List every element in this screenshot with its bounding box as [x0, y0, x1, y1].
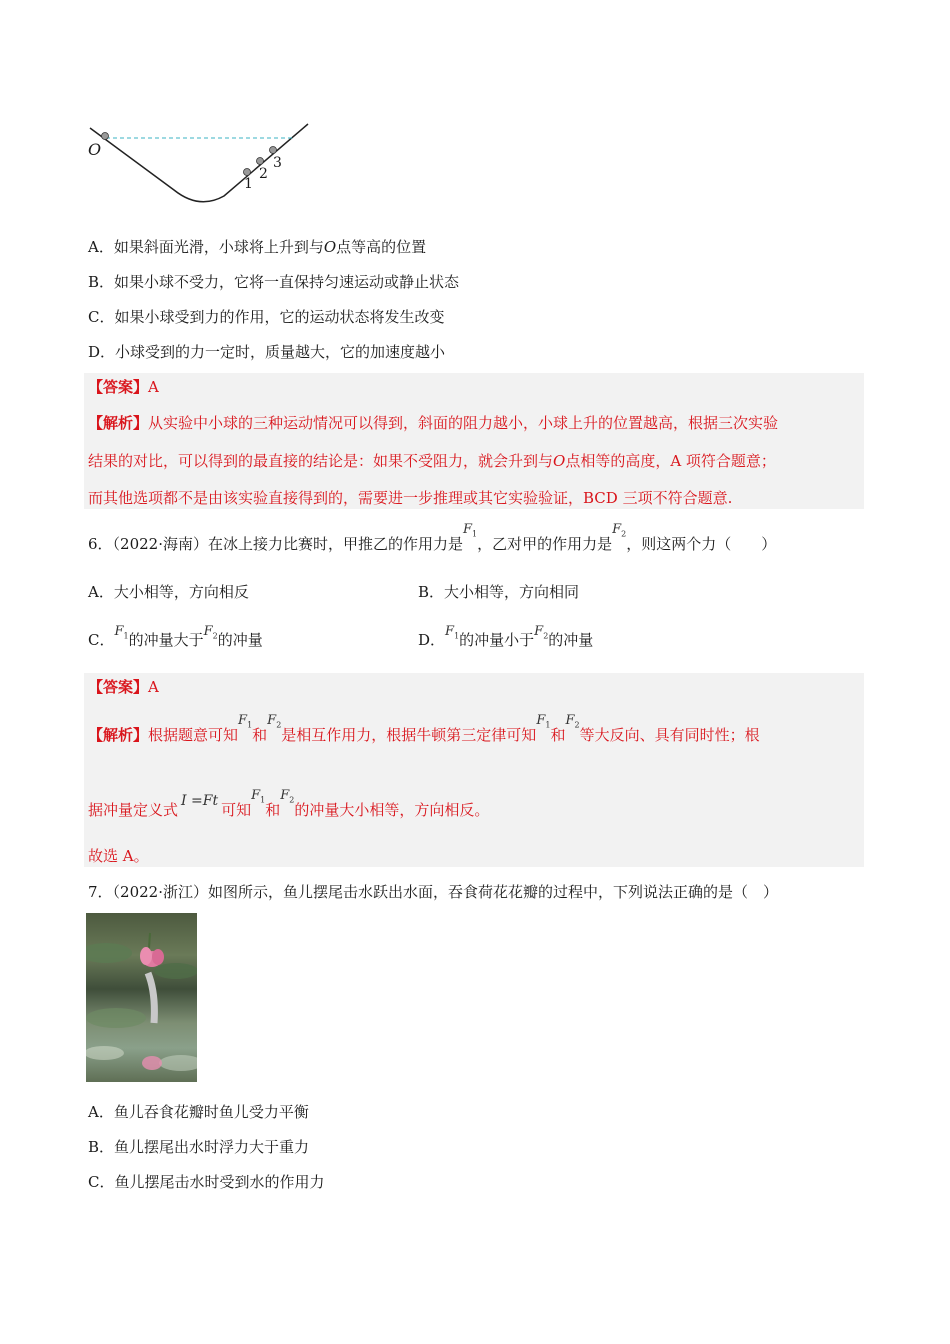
- q6-analysis-f1-b: $F_1$: [536, 713, 551, 730]
- q6-analysis-f1-c: $F_1$: [251, 788, 266, 805]
- q5-analysis-text1: 从实验中小球的三种运动情况可以得到，斜面的阻力越小，小球上升的位置越高，根据三次实验: [148, 414, 779, 432]
- q6-answer-box: [84, 673, 864, 867]
- q6-stem: [88, 522, 777, 561]
- q6-analysis-l2-p1: 据冲量定义式: [88, 801, 179, 819]
- q6-option-d: [418, 624, 594, 657]
- q6-analysis-and-a: 和: [252, 726, 268, 744]
- incline-figure: [84, 118, 324, 218]
- q6-option-d-mid: 的冲量小于: [459, 631, 535, 649]
- q5-analysis-line3: 而其他选项都不是由该实验直接得到的，需要进一步推理或其它实验验证，BCD 三项不符合题意.: [88, 489, 733, 507]
- q6-analysis-line1: [88, 713, 760, 752]
- q6-option-d-f2: $F_2$: [534, 624, 549, 641]
- q6-option-d-prefix: D．: [418, 631, 446, 649]
- ball-1: [244, 169, 251, 176]
- q6-analysis-f1-a: $F_1$: [238, 713, 253, 730]
- q6-analysis-f2-a: $F_2$: [267, 713, 282, 730]
- q5-analysis-o: O: [553, 452, 566, 470]
- q6-analysis-formula: I =Ft: [181, 793, 219, 809]
- figure-label-2: 2: [259, 166, 268, 182]
- q5-option-a-o: O: [323, 238, 337, 256]
- q5-analysis-line2: [88, 451, 776, 471]
- q6-analysis-p3: 等大反向、具有同时性；根: [579, 726, 760, 744]
- q5-option-a-suffix: 点等高的位置: [336, 238, 427, 256]
- q6-stem-suffix: ，则这两个力（ ）: [626, 535, 777, 553]
- q7-stem: 7．（2022·浙江）如图所示，鱼儿摆尾击水跃出水面，吞食荷花花瓣的过程中，下列说法正确的是（ ）: [88, 883, 778, 901]
- q6-option-c-f1: $F_1$: [114, 624, 129, 641]
- fish-lotus-photo: [86, 913, 197, 1082]
- q5-answer-value: A: [148, 378, 159, 396]
- q6-answer: [88, 677, 159, 697]
- q6-answer-value: A: [148, 678, 159, 696]
- q6-analysis-line2: [88, 788, 490, 827]
- q5-analysis-line1: [88, 413, 778, 433]
- q6-stem-f1: $F_1$: [463, 522, 478, 539]
- figure-label-3: 3: [273, 155, 282, 171]
- q7-option-b: B．鱼儿摆尾出水时浮力大于重力: [88, 1138, 310, 1156]
- q5-analysis-tag: 【解析】: [88, 414, 149, 432]
- q6-option-c-f2: $F_2$: [203, 624, 218, 641]
- q6-option-c: [88, 624, 263, 657]
- q6-option-d-f1: $F_1$: [445, 624, 460, 641]
- q6-stem-prefix: 6．（2022·海南）在冰上接力比赛时，甲推乙的作用力是: [88, 535, 463, 553]
- q5-option-b: B．如果小球不受力，它将一直保持匀速运动或静止状态: [88, 273, 460, 291]
- q6-option-c-suffix: 的冲量: [217, 631, 263, 649]
- q7-option-a: A．鱼儿吞食花瓣时鱼儿受力平衡: [88, 1103, 309, 1121]
- figure-label-1: 1: [244, 176, 253, 192]
- q6-option-b: B．大小相等，方向相同: [418, 583, 580, 601]
- q6-stem-f2: $F_2$: [612, 522, 627, 539]
- q7-option-c: C．鱼儿摆尾击水时受到水的作用力: [88, 1173, 325, 1191]
- q5-answer: [88, 377, 159, 397]
- ball-3: [270, 147, 277, 154]
- q5-analysis-text2: 结果的对比，可以得到的最直接的结论是：如果不受阻力，就会升到与: [88, 452, 554, 470]
- figure-label-o: O: [88, 140, 102, 159]
- q6-stem-mid: ，乙对甲的作用力是: [477, 535, 613, 553]
- q6-conclusion: 故选 A。: [88, 847, 149, 865]
- q5-option-d: D．小球受到的力一定时，质量越大，它的加速度越小: [88, 343, 446, 361]
- q6-analysis-f2-c: $F_2$: [280, 788, 295, 805]
- q5-option-c: C．如果小球受到力的作用，它的运动状态将发生改变: [88, 308, 445, 326]
- q6-option-d-suffix: 的冲量: [548, 631, 594, 649]
- fish-lotus-illustration: [86, 913, 197, 1082]
- q5-option-a-text: A．如果斜面光滑，小球将上升到与: [88, 238, 324, 256]
- q6-analysis-f2-b: $F_2$: [565, 713, 580, 730]
- q5-option-a: [88, 237, 426, 257]
- ball-2: [257, 158, 264, 165]
- ball-o: [102, 133, 109, 140]
- q6-analysis-l2-p2: 可知: [221, 801, 252, 819]
- q6-option-c-prefix: C．: [88, 631, 115, 649]
- q6-analysis-p1: 根据题意可知: [148, 726, 239, 744]
- q6-analysis-and-b: 和: [550, 726, 566, 744]
- q5-answer-tag: 【答案】: [88, 378, 149, 396]
- q5-analysis-text2-suffix: 点相等的高度，A 项符合题意；: [565, 452, 776, 470]
- q6-answer-tag: 【答案】: [88, 678, 149, 696]
- q6-analysis-and-c: 和: [265, 801, 281, 819]
- q6-analysis-tag: 【解析】: [88, 726, 149, 744]
- q6-option-a: A．大小相等，方向相反: [88, 583, 249, 601]
- q6-option-c-mid: 的冲量大于: [128, 631, 204, 649]
- q6-analysis-l2-p3: 的冲量大小相等，方向相反。: [294, 801, 490, 819]
- q6-analysis-p2: 是相互作用力，根据牛顿第三定律可知: [281, 726, 537, 744]
